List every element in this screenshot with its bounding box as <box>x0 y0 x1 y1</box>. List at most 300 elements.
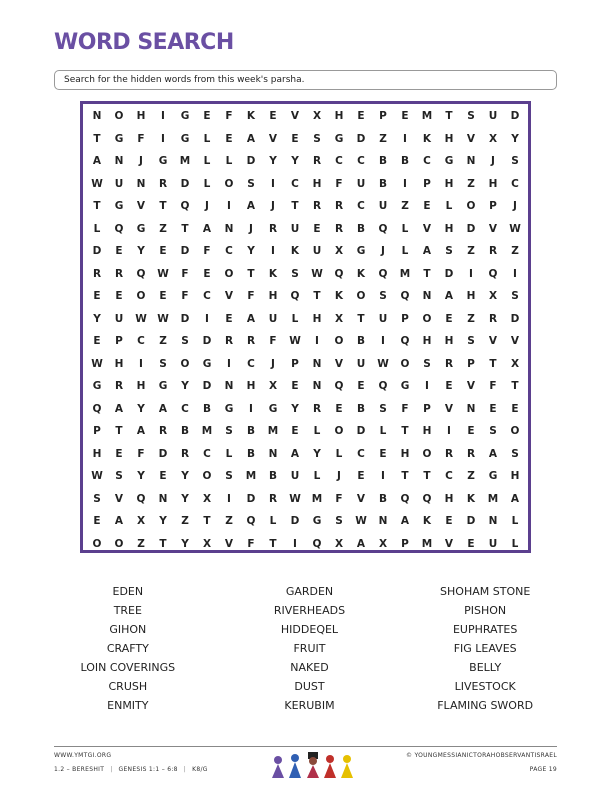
grid-cell[interactable]: W <box>157 312 169 325</box>
grid-cell[interactable]: T <box>401 470 409 482</box>
grid-cell[interactable]: J <box>205 200 209 212</box>
grid-cell[interactable]: M <box>487 492 499 505</box>
grid-cell[interactable]: D <box>444 267 454 280</box>
grid-cell[interactable]: A <box>114 402 124 415</box>
grid-cell[interactable]: T <box>269 537 277 550</box>
grid-cell[interactable]: S <box>247 177 255 190</box>
grid-cell[interactable]: N <box>422 290 432 302</box>
grid-cell[interactable]: T <box>401 425 409 437</box>
grid-cell[interactable]: V <box>466 132 476 145</box>
grid-cell[interactable]: Q <box>114 222 124 235</box>
grid-cell[interactable]: M <box>179 155 191 167</box>
grid-cell[interactable]: E <box>445 380 453 392</box>
grid-cell[interactable]: Q <box>400 492 410 505</box>
grid-cell[interactable]: I <box>293 537 297 550</box>
grid-cell[interactable]: M <box>399 267 411 280</box>
grid-cell[interactable]: J <box>271 200 275 212</box>
grid-cell[interactable]: R <box>158 177 168 190</box>
grid-cell[interactable]: L <box>445 200 453 212</box>
grid-cell[interactable]: C <box>357 200 365 212</box>
grid-cell[interactable]: I <box>271 245 275 257</box>
grid-cell[interactable]: B <box>400 155 409 167</box>
grid-cell[interactable]: E <box>423 200 431 212</box>
grid-cell[interactable]: E <box>357 380 365 392</box>
grid-cell[interactable]: P <box>379 110 387 122</box>
grid-cell[interactable]: F <box>203 245 211 257</box>
grid-cell[interactable]: I <box>315 335 319 347</box>
grid-cell[interactable]: N <box>224 222 234 235</box>
grid-cell[interactable]: Z <box>511 245 519 257</box>
grid-cell[interactable]: Y <box>159 515 167 527</box>
grid-cell[interactable]: G <box>334 132 344 145</box>
grid-cell[interactable]: S <box>423 357 431 370</box>
grid-cell[interactable]: W <box>157 267 169 280</box>
grid-cell[interactable]: Q <box>400 335 410 347</box>
grid-cell[interactable]: A <box>246 132 256 145</box>
grid-cell[interactable]: P <box>115 335 123 347</box>
grid-cell[interactable]: H <box>488 177 498 190</box>
grid-cell[interactable]: N <box>488 515 498 527</box>
grid-cell[interactable]: B <box>202 402 211 415</box>
grid-cell[interactable]: B <box>378 155 387 167</box>
grid-cell[interactable]: Y <box>247 245 255 257</box>
grid-cell[interactable]: V <box>422 222 432 235</box>
grid-cell[interactable]: R <box>488 245 498 257</box>
grid-cell[interactable]: X <box>510 357 520 370</box>
grid-cell[interactable]: O <box>356 290 366 302</box>
grid-cell[interactable]: Z <box>467 470 475 482</box>
grid-cell[interactable]: H <box>400 447 410 460</box>
grid-cell[interactable]: L <box>203 132 211 145</box>
grid-cell[interactable]: O <box>136 290 146 302</box>
grid-cell[interactable]: Q <box>334 380 344 392</box>
grid-cell[interactable]: T <box>203 515 211 527</box>
grid-cell[interactable]: H <box>312 177 322 190</box>
grid-cell[interactable]: Z <box>467 245 475 257</box>
grid-cell[interactable]: G <box>158 155 168 167</box>
grid-cell[interactable]: T <box>181 222 189 235</box>
grid-cell[interactable]: J <box>491 155 495 167</box>
grid-cell[interactable]: X <box>268 380 278 392</box>
grid-cell[interactable]: D <box>510 110 520 122</box>
grid-cell[interactable]: I <box>139 357 143 370</box>
grid-cell[interactable]: A <box>290 447 300 460</box>
grid-cell[interactable]: E <box>115 447 123 460</box>
grid-cell[interactable]: Q <box>334 267 344 280</box>
grid-cell[interactable]: V <box>356 492 366 505</box>
grid-cell[interactable]: H <box>444 335 454 347</box>
grid-cell[interactable]: E <box>467 537 475 550</box>
grid-cell[interactable]: S <box>511 290 519 302</box>
grid-cell[interactable]: I <box>227 357 231 370</box>
grid-cell[interactable]: P <box>423 402 431 415</box>
grid-cell[interactable]: Z <box>467 312 475 325</box>
grid-cell[interactable]: C <box>357 155 365 167</box>
grid-cell[interactable]: A <box>400 515 410 527</box>
grid-cell[interactable]: M <box>421 110 433 122</box>
grid-cell[interactable]: I <box>227 492 231 505</box>
grid-cell[interactable]: E <box>379 447 387 460</box>
grid-cell[interactable]: S <box>335 515 343 527</box>
grid-cell[interactable]: H <box>444 132 454 145</box>
grid-cell[interactable]: S <box>291 267 299 280</box>
grid-cell[interactable]: F <box>137 132 145 145</box>
grid-cell[interactable]: I <box>381 470 385 482</box>
grid-cell[interactable]: I <box>227 200 231 212</box>
grid-cell[interactable]: H <box>92 447 102 460</box>
grid-cell[interactable]: T <box>115 425 123 437</box>
grid-cell[interactable]: Y <box>137 402 145 415</box>
grid-cell[interactable]: I <box>249 402 253 415</box>
grid-cell[interactable]: H <box>136 110 146 122</box>
grid-cell[interactable]: D <box>466 222 476 235</box>
grid-cell[interactable]: A <box>510 492 520 505</box>
grid-cell[interactable]: L <box>401 245 409 257</box>
grid-cell[interactable]: Z <box>379 132 387 145</box>
grid-cell[interactable]: T <box>159 200 167 212</box>
grid-cell[interactable]: E <box>93 515 101 527</box>
grid-cell[interactable]: M <box>311 492 323 505</box>
grid-cell[interactable]: V <box>444 402 454 415</box>
grid-cell[interactable]: Q <box>92 402 102 415</box>
grid-cell[interactable]: O <box>334 335 344 347</box>
grid-cell[interactable]: X <box>202 492 212 505</box>
grid-cell[interactable]: O <box>422 312 432 325</box>
grid-cell[interactable]: A <box>136 425 146 437</box>
grid-cell[interactable]: L <box>313 425 321 437</box>
grid-cell[interactable]: Q <box>312 537 322 550</box>
grid-cell[interactable]: T <box>313 290 321 302</box>
grid-cell[interactable]: X <box>312 110 322 122</box>
grid-cell[interactable]: Q <box>290 290 300 302</box>
grid-cell[interactable]: C <box>137 335 145 347</box>
grid-cell[interactable]: Y <box>291 155 299 167</box>
grid-cell[interactable]: R <box>444 447 454 460</box>
grid-cell[interactable]: S <box>467 110 475 122</box>
grid-cell[interactable]: H <box>510 470 520 482</box>
grid-cell[interactable]: K <box>268 267 278 280</box>
grid-cell[interactable]: N <box>158 492 168 505</box>
grid-cell[interactable]: U <box>356 177 366 190</box>
grid-cell[interactable]: T <box>93 132 101 145</box>
grid-cell[interactable]: W <box>289 492 301 505</box>
grid-cell[interactable]: X <box>378 537 388 550</box>
grid-cell[interactable]: R <box>312 402 322 415</box>
grid-cell[interactable]: D <box>510 312 520 325</box>
grid-cell[interactable]: Z <box>137 537 145 550</box>
grid-cell[interactable]: Z <box>401 200 409 212</box>
grid-cell[interactable]: R <box>114 380 124 392</box>
grid-cell[interactable]: X <box>334 312 344 325</box>
grid-cell[interactable]: R <box>224 335 234 347</box>
grid-cell[interactable]: S <box>511 155 519 167</box>
grid-cell[interactable]: U <box>378 312 388 325</box>
grid-cell[interactable]: D <box>202 335 212 347</box>
grid-cell[interactable]: G <box>488 470 498 482</box>
grid-cell[interactable]: L <box>291 312 299 325</box>
grid-cell[interactable]: C <box>247 357 255 370</box>
grid-cell[interactable]: B <box>246 447 255 460</box>
grid-cell[interactable]: H <box>114 357 124 370</box>
grid-cell[interactable]: Q <box>400 290 410 302</box>
grid-cell[interactable]: N <box>312 357 322 370</box>
grid-cell[interactable]: F <box>401 402 409 415</box>
grid-cell[interactable]: I <box>381 335 385 347</box>
grid-cell[interactable]: I <box>205 312 209 325</box>
grid-cell[interactable]: N <box>268 447 278 460</box>
grid-cell[interactable]: Y <box>137 470 145 482</box>
grid-cell[interactable]: H <box>444 492 454 505</box>
grid-cell[interactable]: R <box>114 267 124 280</box>
grid-cell[interactable]: Z <box>159 222 167 235</box>
grid-cell[interactable]: H <box>268 290 278 302</box>
grid-cell[interactable]: R <box>488 312 498 325</box>
grid-cell[interactable]: O <box>202 470 212 482</box>
grid-cell[interactable]: N <box>224 380 234 392</box>
grid-cell[interactable]: X <box>202 537 212 550</box>
grid-cell[interactable]: W <box>91 357 103 370</box>
grid-cell[interactable]: Q <box>246 515 256 527</box>
grid-cell[interactable]: G <box>202 357 212 370</box>
grid-cell[interactable]: H <box>466 290 476 302</box>
grid-cell[interactable]: T <box>93 200 101 212</box>
grid-cell[interactable]: N <box>466 402 476 415</box>
grid-cell[interactable]: J <box>249 222 253 235</box>
grid-cell[interactable]: W <box>355 515 367 527</box>
grid-cell[interactable]: Q <box>180 200 190 212</box>
grid-cell[interactable]: K <box>466 492 476 505</box>
grid-cell[interactable]: H <box>422 335 432 347</box>
grid-cell[interactable]: S <box>379 290 387 302</box>
grid-cell[interactable]: V <box>290 110 300 122</box>
grid-cell[interactable]: F <box>181 267 189 280</box>
grid-cell[interactable]: I <box>447 425 451 437</box>
grid-cell[interactable]: W <box>91 470 103 482</box>
grid-cell[interactable]: E <box>445 515 453 527</box>
grid-cell[interactable]: V <box>334 357 344 370</box>
grid-cell[interactable]: K <box>334 290 344 302</box>
grid-cell[interactable]: B <box>378 492 387 505</box>
grid-cell[interactable]: L <box>225 447 233 460</box>
grid-cell[interactable]: G <box>400 380 410 392</box>
grid-cell[interactable]: R <box>180 447 190 460</box>
grid-cell[interactable]: E <box>291 425 299 437</box>
grid-cell[interactable]: M <box>245 470 257 482</box>
grid-cell[interactable]: K <box>422 515 432 527</box>
grid-cell[interactable]: T <box>159 537 167 550</box>
grid-cell[interactable]: D <box>356 425 366 437</box>
grid-cell[interactable]: D <box>180 312 190 325</box>
grid-cell[interactable]: S <box>225 425 233 437</box>
grid-cell[interactable]: F <box>137 447 145 460</box>
grid-cell[interactable]: T <box>247 267 255 280</box>
grid-cell[interactable]: O <box>422 447 432 460</box>
grid-cell[interactable]: R <box>312 200 322 212</box>
grid-cell[interactable]: Y <box>313 447 321 460</box>
grid-cell[interactable]: Q <box>378 222 388 235</box>
grid-cell[interactable]: N <box>114 155 124 167</box>
grid-cell[interactable]: R <box>334 200 344 212</box>
grid-cell[interactable]: E <box>203 110 211 122</box>
grid-cell[interactable]: H <box>334 110 344 122</box>
grid-cell[interactable]: D <box>158 447 168 460</box>
grid-cell[interactable]: P <box>401 537 409 550</box>
grid-cell[interactable]: E <box>291 132 299 145</box>
grid-cell[interactable]: Q <box>422 492 432 505</box>
grid-cell[interactable]: L <box>313 470 321 482</box>
grid-cell[interactable]: U <box>290 470 300 482</box>
grid-cell[interactable]: G <box>158 380 168 392</box>
grid-cell[interactable]: S <box>379 402 387 415</box>
grid-cell[interactable]: G <box>356 245 366 257</box>
grid-cell[interactable]: D <box>180 177 190 190</box>
grid-cell[interactable]: O <box>224 267 234 280</box>
grid-cell[interactable]: S <box>181 335 189 347</box>
grid-cell[interactable]: I <box>425 380 429 392</box>
grid-cell[interactable]: C <box>445 470 453 482</box>
grid-cell[interactable]: Z <box>181 515 189 527</box>
grid-cell[interactable]: G <box>268 402 278 415</box>
grid-cell[interactable]: A <box>356 537 366 550</box>
grid-cell[interactable]: N <box>92 110 102 122</box>
grid-cell[interactable]: H <box>312 312 322 325</box>
grid-cell[interactable]: L <box>511 515 519 527</box>
grid-cell[interactable]: K <box>422 132 432 145</box>
grid-cell[interactable]: O <box>92 537 102 550</box>
grid-cell[interactable]: G <box>180 132 190 145</box>
grid-cell[interactable]: V <box>136 200 146 212</box>
grid-cell[interactable]: E <box>115 245 123 257</box>
grid-cell[interactable]: W <box>377 357 389 370</box>
grid-cell[interactable]: O <box>334 425 344 437</box>
grid-cell[interactable]: Z <box>225 515 233 527</box>
grid-cell[interactable]: O <box>466 200 476 212</box>
grid-cell[interactable]: M <box>421 537 433 550</box>
grid-cell[interactable]: A <box>488 447 498 460</box>
grid-cell[interactable]: G <box>224 402 234 415</box>
grid-cell[interactable]: H <box>444 222 454 235</box>
grid-cell[interactable]: S <box>93 492 101 505</box>
grid-cell[interactable]: E <box>291 380 299 392</box>
grid-cell[interactable]: E <box>511 402 519 415</box>
grid-cell[interactable]: R <box>466 447 476 460</box>
grid-cell[interactable]: B <box>268 470 277 482</box>
grid-cell[interactable]: S <box>467 335 475 347</box>
grid-cell[interactable]: J <box>381 245 385 257</box>
grid-cell[interactable]: E <box>115 290 123 302</box>
grid-cell[interactable]: T <box>291 200 299 212</box>
grid-cell[interactable]: P <box>93 425 101 437</box>
grid-cell[interactable]: B <box>356 402 365 415</box>
grid-cell[interactable]: S <box>313 132 321 145</box>
grid-cell[interactable]: A <box>202 222 212 235</box>
grid-cell[interactable]: E <box>467 425 475 437</box>
grid-cell[interactable]: T <box>423 470 431 482</box>
grid-cell[interactable]: I <box>513 267 517 280</box>
grid-cell[interactable]: I <box>161 110 165 122</box>
grid-cell[interactable]: J <box>139 155 143 167</box>
grid-cell[interactable]: E <box>401 110 409 122</box>
grid-cell[interactable]: D <box>246 155 256 167</box>
grid-cell[interactable]: E <box>159 245 167 257</box>
grid-cell[interactable]: X <box>136 515 146 527</box>
grid-cell[interactable]: K <box>356 267 366 280</box>
grid-cell[interactable]: V <box>510 335 520 347</box>
grid-cell[interactable]: A <box>422 245 432 257</box>
grid-cell[interactable]: U <box>290 222 300 235</box>
grid-cell[interactable]: O <box>180 357 190 370</box>
grid-cell[interactable]: M <box>201 425 213 437</box>
grid-cell[interactable]: U <box>356 357 366 370</box>
grid-cell[interactable]: N <box>378 515 388 527</box>
grid-cell[interactable]: V <box>224 537 234 550</box>
grid-cell[interactable]: W <box>311 267 323 280</box>
grid-cell[interactable]: A <box>158 402 168 415</box>
grid-cell[interactable]: V <box>444 537 454 550</box>
grid-cell[interactable]: E <box>93 290 101 302</box>
grid-cell[interactable]: S <box>489 425 497 437</box>
grid-cell[interactable]: H <box>422 425 432 437</box>
grid-cell[interactable]: E <box>203 267 211 280</box>
grid-cell[interactable]: V <box>466 380 476 392</box>
grid-cell[interactable]: F <box>335 492 343 505</box>
grid-cell[interactable]: P <box>423 177 431 190</box>
grid-cell[interactable]: F <box>489 380 497 392</box>
grid-cell[interactable]: L <box>203 155 211 167</box>
grid-cell[interactable]: U <box>312 245 322 257</box>
grid-cell[interactable]: C <box>203 290 211 302</box>
grid-cell[interactable]: W <box>135 312 147 325</box>
grid-cell[interactable]: F <box>225 110 233 122</box>
grid-cell[interactable]: C <box>511 177 519 190</box>
grid-cell[interactable]: G <box>114 200 124 212</box>
grid-cell[interactable]: B <box>356 335 365 347</box>
grid-cell[interactable]: Y <box>511 132 519 145</box>
grid-cell[interactable]: Y <box>181 492 189 505</box>
grid-cell[interactable]: T <box>489 357 497 370</box>
grid-cell[interactable]: N <box>312 380 322 392</box>
grid-cell[interactable]: U <box>114 177 124 190</box>
grid-cell[interactable]: F <box>247 537 255 550</box>
grid-cell[interactable]: P <box>489 200 497 212</box>
grid-cell[interactable]: T <box>511 380 519 392</box>
grid-cell[interactable]: D <box>356 132 366 145</box>
grid-cell[interactable]: I <box>469 267 473 280</box>
grid-cell[interactable]: C <box>203 447 211 460</box>
grid-cell[interactable]: B <box>180 425 189 437</box>
grid-cell[interactable]: Y <box>291 402 299 415</box>
grid-cell[interactable]: S <box>445 245 453 257</box>
grid-cell[interactable]: F <box>269 335 277 347</box>
grid-cell[interactable]: O <box>400 357 410 370</box>
grid-cell[interactable]: E <box>159 290 167 302</box>
grid-cell[interactable]: C <box>357 447 365 460</box>
grid-cell[interactable]: S <box>511 447 519 460</box>
grid-cell[interactable]: O <box>114 537 124 550</box>
grid-cell[interactable]: I <box>403 132 407 145</box>
grid-cell[interactable]: Y <box>137 245 145 257</box>
grid-cell[interactable]: F <box>335 177 343 190</box>
grid-cell[interactable]: D <box>92 245 102 257</box>
grid-cell[interactable]: Q <box>136 492 146 505</box>
grid-cell[interactable]: V <box>488 335 498 347</box>
grid-cell[interactable]: H <box>136 380 146 392</box>
grid-cell[interactable]: G <box>180 110 190 122</box>
grid-cell[interactable]: S <box>115 470 123 482</box>
grid-cell[interactable]: K <box>290 245 300 257</box>
grid-cell[interactable]: E <box>225 132 233 145</box>
grid-cell[interactable]: F <box>181 290 189 302</box>
